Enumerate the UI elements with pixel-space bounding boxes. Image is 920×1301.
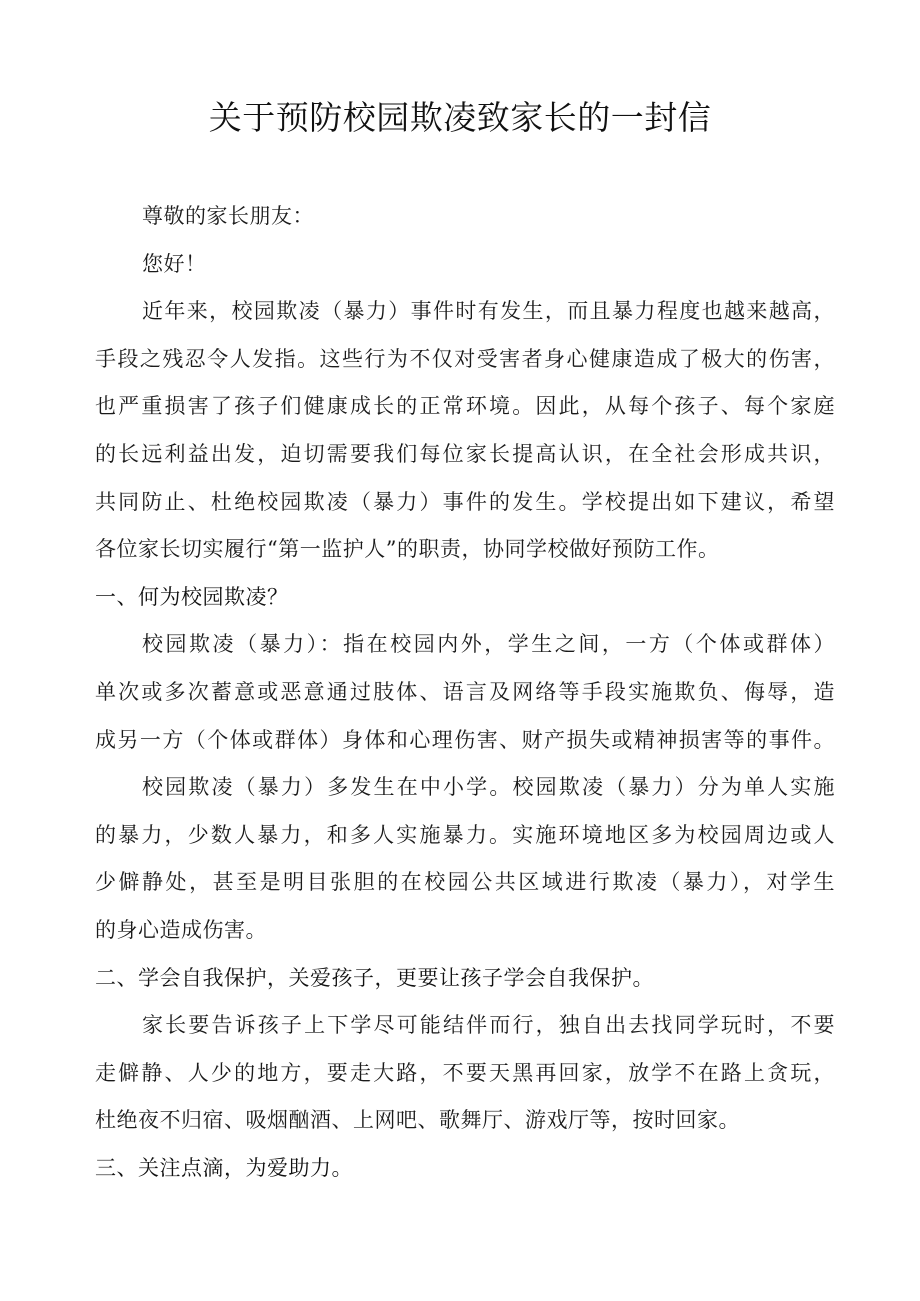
body-line: 也严重损害了孩子们健康成长的正常环境。因此，从每个孩子、每个家庭 [95,394,835,419]
body-line: 走僻静、人少的地方，要走大路，不要天黑再回家，放学不在路上贪玩， [95,1060,835,1085]
paragraph-first-line: 校园欺凌（暴力）：指在校园内外，学生之间，一方（个体或群体） [142,632,835,657]
section-heading: 一、何为校园欺凌？ [95,584,289,609]
paragraph-first-line: 家长要告诉孩子上下学尽可能结伴而行，独自出去找同学玩时，不要 [142,1013,835,1038]
paragraph-first-line: 近年来，校园欺凌（暴力）事件时有发生，而且暴力程度也越来越高， [142,299,835,324]
paragraph-last-line: 杜绝夜不归宿、吸烟酗酒、上网吧、歌舞厅、游戏厅等，按时回家。 [95,1108,740,1133]
body-line: 共同防止、杜绝校园欺凌（暴力）事件的发生。学校提出如下建议，希望 [95,489,835,514]
section-heading: 二、学会自我保护，关爱孩子，更要让孩子学会自我保护。 [95,965,654,990]
paragraph-last-line: 的身心造成伤害。 [95,917,267,942]
paragraph-first-line: 校园欺凌（暴力）多发生在中小学。校园欺凌（暴力）分为单人实施 [142,775,835,800]
paragraph-first-line: 尊敬的家长朋友： [142,204,314,228]
body-line: 的长远利益出发，迫切需要我们每位家长提高认识，在全社会形成共识， [95,441,835,466]
body-line: 手段之残忍令人发指。这些行为不仅对受害者身心健康造成了极大的伤害， [95,346,835,371]
letter-body [95,193,835,1192]
body-line: 单次或多次蓄意或恶意通过肢体、语言及网络等手段实施欺负、侮辱，造 [95,679,835,704]
paragraph-first-line: 您好！ [142,251,207,276]
body-line: 的暴力，少数人暴力，和多人实施暴力。实施环境地区多为校园周边或人 [95,822,835,847]
paragraph-last-line: 各位家长切实履行“第一监护人”的职责，协同学校做好预防工作。 [95,537,720,562]
letter-title: 关于预防校园欺凌致家长的一封信 [208,98,712,137]
body-line: 成另一方（个体或群体）身体和心理伤害、财产损失或精神损害等的事件。 [95,727,835,752]
body-line: 少僻静处，甚至是明目张胆的在校园公共区域进行欺凌（暴力），对学生 [95,870,835,895]
section-heading: 三、关注点滴，为爱助力。 [95,1155,353,1180]
